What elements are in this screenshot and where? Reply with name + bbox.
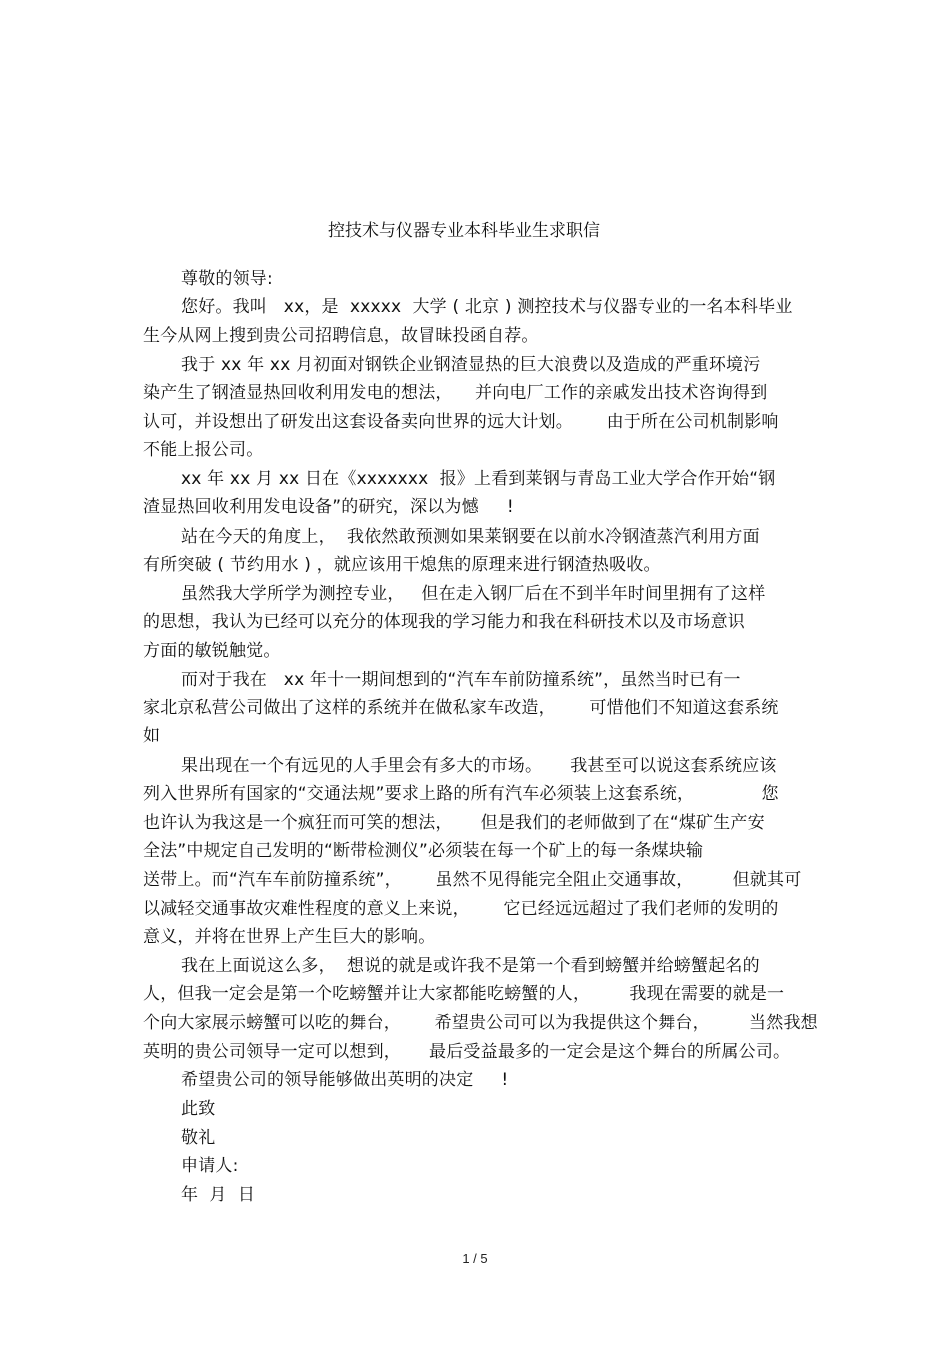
body-line: 全法”中规定自己发明的“断带检测仪”必须装在每一个矿上的每一条煤块输 xyxy=(143,841,704,861)
body-line: 染产生了钢渣显热回收利用发电的想法， 并向电厂工作的亲戚发出技术咨询得到 xyxy=(143,383,768,403)
body-line: 意义，并将在世界上产生巨大的影响。 xyxy=(143,927,436,947)
body-line: 英明的贵公司领导一定可以想到， 最后受益最多的一定会是这个舞台的所属公司。 xyxy=(143,1042,791,1062)
body-line: 渣显热回收利用发电设备”的研究，深以为憾 ! xyxy=(143,497,514,517)
body-line: 人，但我一定会是第一个吃螃蟹并让大家都能吃螃蟹的人， 我现在需要的就是一 xyxy=(143,984,785,1004)
body-line: 列入世界所有国家的“交通法规”要求上路的所有汽车必须装上这套系统， 您 xyxy=(143,784,779,804)
body-line: 家北京私营公司做出了这样的系统并在做私家车改造， 可惜他们不知道这套系统 xyxy=(143,698,779,718)
body-line: 而对于我在 xx 年十一期间想到的“汽车车前防撞系统”，虽然当时已有一 xyxy=(181,670,741,690)
body-line: 以减轻交通事故灾难性程度的意义上来说， 它已经远远超过了我们老师的发明的 xyxy=(143,899,779,919)
closing-line: 希望贵公司的领导能够做出英明的决定 ! xyxy=(181,1070,509,1090)
body-line: 生今从网上搜到贵公司招聘信息，故冒昧投函自荐。 xyxy=(143,326,539,346)
body-line: 站在今天的角度上， 我依然敢预测如果莱钢要在以前水冷钢渣蒸汽利用方面 xyxy=(181,527,760,547)
salutation: 尊敬的领导: xyxy=(181,269,273,289)
body-line: 不能上报公司。 xyxy=(143,440,264,460)
closing-greeting: 此致 xyxy=(181,1099,216,1119)
body-line: 虽然我大学所学为测控专业， 但在走入钢厂后在不到半年时间里拥有了这样 xyxy=(181,584,766,604)
body-line: 也许认为我这是一个疯狂而可笑的想法， 但是我们的老师做到了在“煤矿生产安 xyxy=(143,813,765,833)
body-line: 如 xyxy=(143,726,161,746)
body-line: 果出现在一个有远见的人手里会有多大的市场。 我甚至可以说这套系统应该 xyxy=(181,756,777,776)
date-line: 年 月 日 xyxy=(181,1185,256,1205)
body-line: 我在上面说这么多， 想说的就是或许我不是第一个看到螃蟹并给螃蟹起名的 xyxy=(181,956,760,976)
body-line: 您好。我叫 xx，是 xxxxx 大学 ( 北京 ) 测控技术与仪器专业的一名本科毕业 xyxy=(181,297,793,317)
body-line: 认可，并设想出了研发出这套设备卖向世界的远大计划。 由于所在公司机制影响 xyxy=(143,412,779,432)
body-line: 的思想，我认为已经可以充分的体现我的学习能力和我在科研技术以及市场意识 xyxy=(143,612,745,632)
body-line: 我于 xx 年 xx 月初面对钢铁企业钢渣显热的巨大浪费以及造成的严重环境污 xyxy=(181,355,761,375)
body-line: 方面的敏锐触觉。 xyxy=(143,641,281,661)
body-line: 送带上。而“汽车车前防撞系统”， 虽然不见得能完全阻止交通事故， 但就其可 xyxy=(143,870,802,890)
document-title: 控技术与仪器专业本科毕业生求职信 xyxy=(328,221,600,241)
closing-salute: 敬礼 xyxy=(181,1128,216,1148)
body-line: 个向大家展示螃蟹可以吃的舞台， 希望贵公司可以为我提供这个舞台， 当然我想 xyxy=(143,1013,818,1033)
body-line: xx 年 xx 月 xx 日在《xxxxxxx 报》上看到莱钢与青岛工业大学合作开始“钢 xyxy=(181,469,776,489)
applicant-label: 申请人: xyxy=(181,1156,239,1176)
page-number: 1 / 5 xyxy=(462,1251,488,1266)
body-line: 有所突破 ( 节约用水 ) ，就应该用干熄焦的原理来进行钢渣热吸收。 xyxy=(143,555,661,575)
